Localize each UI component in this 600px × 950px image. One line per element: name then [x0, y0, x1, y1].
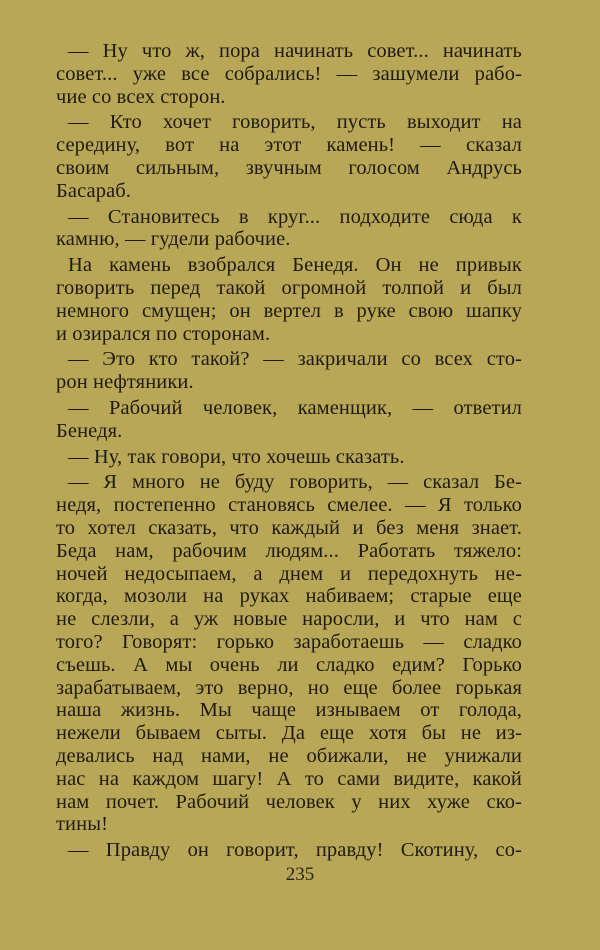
text-line: своим сильным, звучным голосом Андрусь — [56, 156, 522, 179]
text-line: ночей недосыпаем, а днем и передохнуть не- — [56, 562, 522, 585]
text-line: — Правду он говорит, правду! Скотину, со- — [68, 839, 522, 862]
text-line: тины! — [56, 813, 109, 836]
text-line: и озирался по сторонам. — [56, 322, 271, 345]
text-line: — Становитесь в круг... подходите сюда к — [68, 205, 522, 228]
text-line: не слезли, а уж новые наросли, и что нам с — [56, 608, 522, 631]
text-line: На камень взобрался Бенедя. Он не привык — [68, 254, 522, 277]
text-line: — Кто хочет говорить, пусть выходит на — [68, 111, 522, 134]
page-number: 235 — [285, 864, 315, 885]
page-text — [56, 40, 522, 862]
text-line: Бенедя. — [56, 419, 123, 442]
text-line: наша жизнь. Мы чаще изнываем от голода, — [56, 699, 522, 722]
text-line: зарабатываем, это верно, но еще более горькая — [56, 676, 522, 699]
text-line: Басараб. — [56, 179, 132, 202]
text-line: нам почет. Рабочий человек у них хуже ско- — [56, 790, 522, 813]
text-line: — Это кто такой? — закричали со всех сто- — [68, 348, 522, 371]
text-line: то хотел сказать, что каждый и без меня знает. — [56, 516, 522, 539]
text-line: того? Говорят: горько заработаешь — сладко — [56, 630, 522, 653]
text-line: рон нефтяники. — [56, 371, 194, 394]
text-line: нас на каждом шагу! А то сами видите, какой — [56, 767, 522, 790]
text-line: девались над нами, не обижали, не унижали — [56, 744, 522, 767]
text-line: совет... уже все собрались! — зашумели рабо- — [56, 62, 522, 85]
text-line: Беда нам, рабочим людям... Работать тяжело: — [56, 539, 522, 562]
text-line: — Ну, так говори, что хочешь сказать. — [68, 445, 405, 468]
text-line: нежели бываем сыты. Да еще хотя бы не из- — [56, 722, 522, 745]
text-line: — Рабочий человек, каменщик, — ответил — [68, 396, 522, 419]
text-line: чие со всех сторон. — [56, 85, 226, 108]
text-line: говорить перед такой огромной толпой и был — [56, 276, 522, 299]
text-line: — Я много не буду говорить, — сказал Бе- — [68, 471, 522, 494]
text-line: середину, вот на этот камень! — сказал — [56, 134, 522, 157]
text-line: немного смущен; он вертел в руке свою шапку — [56, 299, 522, 322]
text-line: съешь. А мы очень ли сладко едим? Горько — [56, 653, 522, 676]
text-line: недя, постепенно становясь смелее. — Я только — [56, 494, 522, 517]
text-line: камню, — гудели рабочие. — [56, 228, 291, 251]
text-line: когда, мозоли на руках набиваем; старые еще — [56, 585, 522, 608]
text-line: — Ну что ж, пора начинать совет... начинать — [68, 40, 522, 62]
